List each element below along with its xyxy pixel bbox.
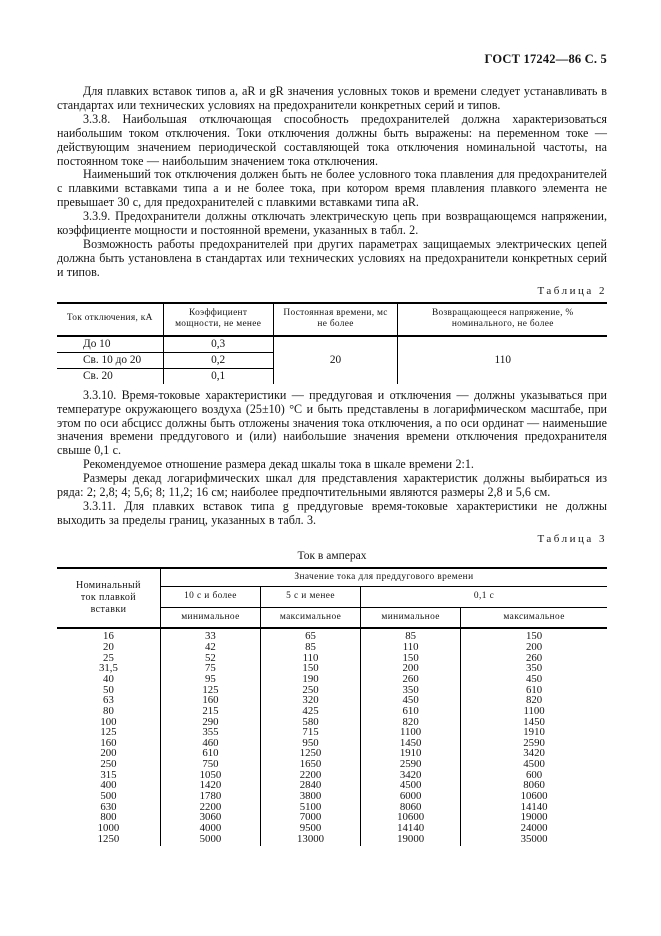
table-cell: 0,3 [163, 336, 273, 353]
table-cell: 4500 [361, 780, 461, 791]
table-cell: 250 [57, 759, 160, 770]
table-cell: 10600 [361, 812, 461, 823]
table-cell: 40 [57, 674, 160, 685]
table-cell: 460 [202, 736, 219, 749]
table-cell: 25 [57, 653, 160, 664]
table-cell: 20 [57, 642, 160, 653]
table-cell: 14140 [361, 823, 461, 834]
table-cell: 3060 [199, 811, 222, 824]
table-cell: 200 [461, 642, 607, 653]
page-content [57, 52, 607, 846]
table-cell: 350 [361, 685, 461, 696]
table-cell: 1000 [57, 823, 160, 834]
table-cell: 3800 [260, 791, 360, 802]
table-cell: 450 [361, 695, 461, 706]
table-cell: 8060 [461, 780, 607, 791]
table-cell: 215 [202, 704, 219, 717]
table-cell: 1100 [361, 727, 461, 738]
column-header: Постоянная времени, мс не более [273, 303, 398, 336]
table-cell: 0,1 [163, 368, 273, 384]
table-row [57, 642, 607, 653]
column-header: Коэффициент мощности, не менее [163, 303, 273, 336]
table-cell: До 10 [57, 336, 163, 353]
table-cell: 2590 [361, 759, 461, 770]
table-cell: 6000 [361, 791, 461, 802]
table3-body [57, 628, 607, 846]
table-cell-recovery-voltage: 110 [398, 336, 607, 384]
table-row [57, 706, 607, 717]
table-cell: 33 [205, 630, 216, 643]
table-cell: 8060 [361, 802, 461, 813]
table-cell: 1250 [57, 834, 160, 847]
table-cell: 100 [57, 717, 160, 728]
table-cell: 13000 [260, 834, 360, 847]
page-header: ГОСТ 17242—86 С. 5 [484, 52, 607, 66]
table-cell: 7000 [260, 812, 360, 823]
table-row [57, 653, 607, 664]
table-cell: 16 [57, 628, 160, 642]
table-cell: 820 [461, 695, 607, 706]
paragraph-3-3-9: 3.3.9. Предохранители должны отключать электрическую цепь при возвращающемся напряжении, коэффициенте мощности и постоянной времени, указанных в табл. 2. [57, 209, 607, 238]
table-cell: 2840 [260, 780, 360, 791]
table-cell: 190 [260, 674, 360, 685]
paragraph: Рекомендуемое отношение размера декад шкалы тока в шкале времени 2:1. [83, 457, 474, 472]
paragraph-3-3-8: 3.3.8. Наибольшая отключающая способность предохранителей должна характеризоваться наибольшим током отключения. Токи отключения должны быть выражены: на переменном токе — действующим значением периодической составляющей тока отключения номинальной частоты, на постоянном токе — наибольшим значением тока отключения. [57, 111, 607, 168]
table-cell: 580 [260, 717, 360, 728]
table-cell: 110 [361, 642, 461, 653]
table-cell: 35000 [461, 834, 607, 847]
table2-body [57, 336, 607, 384]
table2 [57, 302, 607, 384]
table-cell: 715 [260, 727, 360, 738]
table-cell: 800 [57, 812, 160, 823]
table-cell: 4000 [199, 822, 222, 835]
table-cell: 0,2 [163, 352, 273, 368]
column-header: 0,1 с [361, 587, 607, 608]
table3 [57, 567, 607, 847]
table-cell: 500 [57, 791, 160, 802]
table-cell: 2590 [461, 738, 607, 749]
table-cell: 150 [260, 663, 360, 674]
table-cell: 75 [205, 662, 216, 675]
table-cell: 400 [57, 780, 160, 791]
paragraph: Для плавких вставок типов a, aR и gR значения условных токов и времени следует устанавливать в стандартах или технических условиях на предохранители конкретных серий и типов. [57, 84, 607, 112]
table-cell: Св. 20 [83, 369, 113, 382]
table-cell: 820 [361, 717, 461, 728]
table3-header [57, 568, 607, 629]
column-header: 5 с и менее [260, 587, 360, 608]
table2-caption: Таблица 2 [537, 284, 607, 297]
table-cell: 320 [260, 695, 360, 706]
table-cell: 63 [57, 695, 160, 706]
table-cell: 1650 [260, 759, 360, 770]
table-cell: 260 [361, 674, 461, 685]
table-cell: 65 [260, 628, 360, 642]
table-cell: 1910 [461, 727, 607, 738]
table-cell: 1910 [361, 748, 461, 759]
table-cell: 200 [361, 663, 461, 674]
table-cell: 1420 [199, 779, 222, 792]
table-row [57, 674, 607, 685]
paragraph: Возможность работы предохранителей при других параметрах защищаемых электрических цепей должна быть установлена в стандартах или технических условиях на предохранители конкретных серий и типов. [57, 236, 607, 279]
table-cell: 31,5 [57, 663, 160, 674]
table-cell: 4500 [461, 759, 607, 770]
table-cell: 1450 [461, 717, 607, 728]
table-cell: 150 [461, 628, 607, 642]
table3-units-label: Ток в амперах [297, 549, 367, 562]
column-header: максимальное [461, 607, 607, 628]
table-cell: 80 [57, 706, 160, 717]
table-cell: 52 [205, 651, 216, 664]
table-cell: 355 [202, 726, 219, 739]
table-cell: 85 [361, 628, 461, 642]
table2-header [57, 303, 607, 336]
table-cell: 1780 [199, 790, 222, 803]
table-cell: 350 [461, 663, 607, 674]
column-header: минимальное [160, 607, 260, 628]
column-header: минимальное [361, 607, 461, 628]
table-cell: 3420 [461, 748, 607, 759]
table-cell: 200 [57, 748, 160, 759]
table-row [57, 834, 607, 847]
table-cell: 10600 [461, 791, 607, 802]
table-cell: 1050 [199, 768, 222, 781]
paragraph-3-3-11: 3.3.11. Для плавких вставок типа g преддуговые время-токовые характеристики не должны выходить за пределы границ, указанных в табл. 3. [57, 498, 607, 527]
table-cell: 42 [205, 640, 216, 653]
table-cell: 5000 [199, 832, 222, 845]
table3-caption: Таблица 3 [537, 532, 607, 545]
table-cell: 19000 [361, 834, 461, 847]
table-cell: 610 [202, 747, 219, 760]
table-cell: 250 [260, 685, 360, 696]
column-header-nominal-current: Номинальный ток плавкой вставки [57, 568, 160, 629]
table-cell: 160 [57, 738, 160, 749]
table-cell: 630 [57, 802, 160, 813]
table-cell: 14140 [461, 802, 607, 813]
table-cell: 5100 [260, 802, 360, 813]
table-cell: 110 [260, 653, 360, 664]
table-cell: 750 [202, 758, 219, 771]
table-row [57, 628, 607, 642]
table-cell: 425 [260, 706, 360, 717]
table-cell: 950 [260, 738, 360, 749]
table-cell: 125 [57, 727, 160, 738]
table-cell: 85 [260, 642, 360, 653]
paragraph: Наименьший ток отключения должен быть не более условного тока плавления для предохранителей с плавкими вставками типа a и не более тока, при котором время плавления плавкого элемента не превышает 30 с, для предохранителей с плавкими вставками типа aR. [57, 167, 607, 210]
table-cell: 1450 [361, 738, 461, 749]
table-cell: 2200 [199, 800, 222, 813]
table-cell: 290 [202, 715, 219, 728]
table-cell: Св. 10 до 20 [57, 352, 163, 368]
table-cell: 1100 [461, 706, 607, 717]
table-cell: 600 [461, 770, 607, 781]
table-row [57, 759, 607, 770]
table-cell: 150 [361, 653, 461, 664]
table-cell: 9500 [260, 823, 360, 834]
table-cell: 95 [205, 672, 216, 685]
table-cell: 19000 [461, 812, 607, 823]
table-cell: 3420 [361, 770, 461, 781]
table-cell: 450 [461, 674, 607, 685]
table-row [57, 663, 607, 674]
column-header: Возвращающееся напряжение, % номинального, не более [398, 303, 607, 336]
table-cell: 610 [361, 706, 461, 717]
table-cell: 1250 [260, 748, 360, 759]
paragraph-3-3-10: 3.3.10. Время-токовые характеристики — преддуговая и отключения — должны указываться при температуре окружающего воздуха (25±10) °С и быть представлены в логарифмическом масштабе, при этом по оси абсцисс должны быть отложены значения тока отключения, а по оси ординат — наименьшие значения времени преддугового и (или) наибольшие значения времени отключения предохранителя свыше 0,1 с. [57, 387, 607, 458]
table-cell: 260 [461, 653, 607, 664]
table-cell: 160 [202, 694, 219, 707]
table-cell: 315 [57, 770, 160, 781]
table-row [57, 336, 607, 353]
table-cell: 50 [57, 685, 160, 696]
column-header: максимальное [260, 607, 360, 628]
table-row [57, 685, 607, 696]
column-header: Ток отключения, кА [57, 303, 163, 336]
column-header: 10 с и более [160, 587, 260, 608]
table-cell: 610 [461, 685, 607, 696]
paragraph: Размеры декад логарифмических шкал для представления характеристик должны выбираться из ряда: 2; 2,8; 4; 5,6; 8; 11,2; 16 см; наиболее предпочтительными являются размеры 2,8 и 5,6 см. [57, 471, 607, 500]
table-cell: 2200 [260, 770, 360, 781]
table-cell: 24000 [461, 823, 607, 834]
table-cell-time-constant: 20 [273, 336, 398, 384]
table-cell: 125 [202, 683, 219, 696]
column-group-header: Значение тока для преддугового времени [160, 568, 607, 587]
